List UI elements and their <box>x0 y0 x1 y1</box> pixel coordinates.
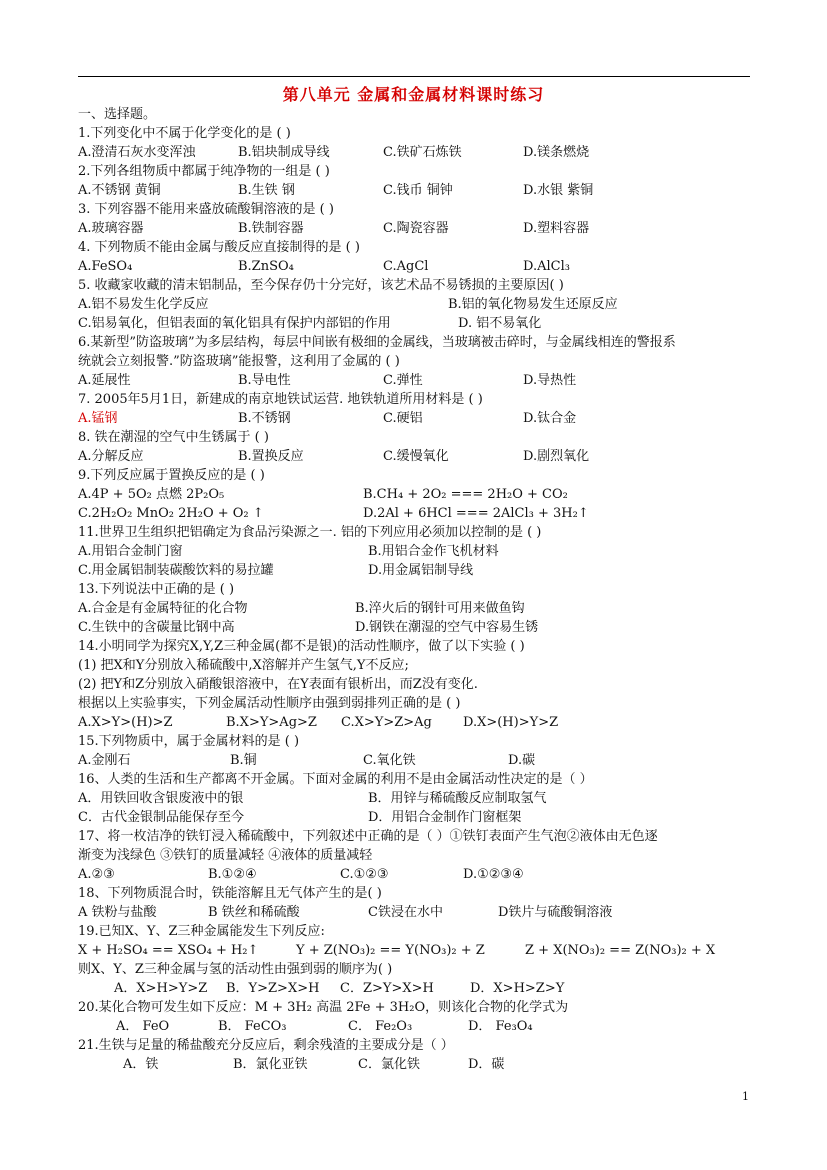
option-a: A．铁 <box>123 1057 159 1072</box>
option-a: A．X>H>Y>Z <box>114 981 208 996</box>
option-row <box>78 257 758 276</box>
question-text: 1.下列变化中不属于化学变化的是 ( ) <box>78 126 291 141</box>
option-d: D． Fe₃O₄ <box>468 1019 533 1034</box>
option-1: D.钢铁在潮湿的空气中容易生锈 <box>355 620 539 635</box>
question-text: 4. 下列物质不能由金属与酸反应直接制得的是 ( ) <box>78 240 360 255</box>
question-text: 14.小明同学为探究X,Y,Z三种金属(都不是银)的活动性顺序，做了以下实验 ( ) <box>78 639 525 654</box>
option-1: D.用金属铝制导线 <box>368 563 474 578</box>
option-row <box>78 941 758 960</box>
top-rule <box>78 76 750 77</box>
option-d: D.①②③④ <box>463 867 524 882</box>
question-text: 3. 下列容器不能用来盛放硫酸铜溶液的是 ( ) <box>78 202 334 217</box>
option-row <box>78 903 758 922</box>
option-b: B.X>Y>Ag>Z <box>226 715 317 730</box>
option-row <box>78 1017 758 1036</box>
option-0: C.铝易氧化，但铝表面的氧化铝具有保护内部铝的作用 <box>78 316 391 331</box>
option-c: C．氯化铁 <box>358 1057 420 1072</box>
option-c: Z + X(NO₃)₂ == Z(NO₃)₂ + X <box>525 943 716 958</box>
question-text: 21.生铁与足量的稀盐酸充分反应后，剩余残渣的主要成分是（ ） <box>78 1038 454 1053</box>
question-text: 19.已知X、Y、Z三种金属能发生下列反应: <box>78 924 325 939</box>
option-row <box>78 219 758 238</box>
option-row <box>78 504 758 523</box>
option-a: A.锰钢 <box>78 411 118 426</box>
option-c: C.陶瓷容器 <box>383 221 449 236</box>
question-text: 2.下列各组物质中都属于纯净物的一组是 ( ) <box>78 164 330 179</box>
option-c: C.①②③ <box>340 867 389 882</box>
question-text: 7. 2005年5月1日，新建成的南京地铁试运营. 地铁轨道所用材料是 ( ) <box>78 392 483 407</box>
option-b: B．Y>Z>X>H <box>226 981 320 996</box>
option-row <box>78 751 758 770</box>
option-d: D.剧烈氧化 <box>523 449 590 464</box>
option-b: B.导电性 <box>238 373 291 388</box>
option-1: D.2Al + 6HCl === 2AlCl₃ + 3H₂↑ <box>363 506 589 521</box>
option-d: D铁片与硫酸铜溶液 <box>498 905 613 920</box>
question-text: 5. 收藏家收藏的清末铝制品，至今保存仍十分完好，该艺术品不易锈损的主要原因( ) <box>78 278 564 293</box>
option-d: D．碳 <box>468 1057 505 1072</box>
option-c: C.钱币 铜钟 <box>383 183 453 198</box>
option-b: B.①②④ <box>208 867 257 882</box>
option-d: D.X>(H)>Y>Z <box>463 715 559 730</box>
option-0: A.4P + 5O₂ 点燃 2P₂O₅ <box>78 487 225 502</box>
option-c: C.铁矿石炼铁 <box>383 145 462 160</box>
option-b: B． FeCO₃ <box>218 1019 287 1034</box>
option-b: B.ZnSO₄ <box>238 259 294 274</box>
page-title: 第八单元 金属和金属材料课时练习 <box>282 85 545 104</box>
question-text: 渐变为浅绿色 ③铁钉的质量减轻 ④液体的质量减轻 <box>78 848 373 863</box>
option-d: D.水银 紫铜 <box>523 183 594 198</box>
option-row <box>78 865 758 884</box>
option-d: D.导热性 <box>523 373 577 388</box>
question-text: 统就会立刻报警.”防盗玻璃”能报警，这利用了金属的 ( ) <box>78 354 400 369</box>
option-row <box>78 618 758 637</box>
question-text: 16、人类的生活和生产都离不开金属。下面对金属的利用不是由金属活动性决定的是（ ） <box>78 772 593 787</box>
option-a: A.延展性 <box>78 373 131 388</box>
question-text: 13.下列说法中正确的是 ( ) <box>78 582 235 597</box>
question-text: 18、下列物质混合时，铁能溶解且无气体产生的是( ) <box>78 886 382 901</box>
option-0: A．用铁回收含银废液中的银 <box>78 791 244 806</box>
option-1: B.用铝合金作飞机材料 <box>368 544 499 559</box>
question-text: 8. 铁在潮湿的空气中生锈属于 ( ) <box>78 430 269 445</box>
option-a: X + H₂SO₄ == XSO₄ + H₂↑ <box>78 943 259 958</box>
option-c: C．Z>Y>X>H <box>340 981 434 996</box>
question-text: 15.下列物质中，属于金属材料的是 ( ) <box>78 734 300 749</box>
question-text: 根据以上实验事实，下列金属活动性顺序由强到弱排列正确的是 ( ) <box>78 696 461 711</box>
option-1: B.CH₄ + 2O₂ === 2H₂O + CO₂ <box>363 487 568 502</box>
option-b: B.铜 <box>230 753 257 768</box>
option-d: D.塑料容器 <box>523 221 590 236</box>
option-1: B.铝的氧化物易发生还原反应 <box>448 297 618 312</box>
option-row <box>78 599 758 618</box>
option-a: A.FeSO₄ <box>78 259 133 274</box>
option-0: C.生铁中的含碳量比钢中高 <box>78 620 235 635</box>
option-1: B.淬火后的钢针可用来做鱼钩 <box>355 601 525 616</box>
option-c: C.X>Y>Z>Ag <box>341 715 432 730</box>
option-1: D．用铝合金制作门窗框架 <box>368 810 522 825</box>
option-a: A.玻璃容器 <box>78 221 144 236</box>
option-b: B．氯化亚铁 <box>233 1057 308 1072</box>
option-row <box>78 447 758 466</box>
question-text: 则X、Y、Z三种金属与氢的活动性由强到弱的顺序为( ) <box>78 962 393 977</box>
option-c: C铁浸在水中 <box>368 905 443 920</box>
option-a: A.分解反应 <box>78 449 144 464</box>
option-a: A.不锈钢 黄铜 <box>78 183 161 198</box>
option-0: A.合金是有金属特征的化合物 <box>78 601 248 616</box>
option-row <box>78 561 758 580</box>
option-a: A.②③ <box>78 867 115 882</box>
option-b: Y + Z(NO₃)₂ == Y(NO₃)₂ + Z <box>296 943 485 958</box>
section-heading: 一、选择题。 <box>78 107 157 122</box>
option-row <box>78 542 758 561</box>
question-text: 11.世界卫生组织把铝确定为食品污染源之一. 铝的下列应用必须加以控制的是 ( ) <box>78 525 542 540</box>
option-row <box>78 409 758 428</box>
option-0: A.用铝合金制门窗 <box>78 544 183 559</box>
question-text: 17、将一枚洁净的铁钉浸入稀硫酸中，下列叙述中正确的是（ ）①铁钉表面产生气泡②液体由无色逐 <box>78 829 658 844</box>
option-a: A． FeO <box>116 1019 170 1034</box>
option-0: C.用金属铝制装碳酸饮料的易拉罐 <box>78 563 274 578</box>
option-d: D.碳 <box>508 753 536 768</box>
option-c: C.弹性 <box>383 373 423 388</box>
option-d: D.钛合金 <box>523 411 577 426</box>
option-b: B.铝块制成导线 <box>238 145 330 160</box>
option-row <box>78 789 758 808</box>
option-c: C.AgCl <box>383 259 429 274</box>
option-row <box>78 295 758 314</box>
question-text: 6.某新型”防盗玻璃”为多层结构，每层中间嵌有极细的金属线，当玻璃被击碎时，与金属线相连的警报系 <box>78 335 676 350</box>
option-row <box>78 371 758 390</box>
option-0: C.2H₂O₂ MnO₂ 2H₂O + O₂ ↑ <box>78 506 264 521</box>
option-c: C.缓慢氧化 <box>383 449 449 464</box>
option-a: A 铁粉与盐酸 <box>78 905 157 920</box>
option-b: B 铁丝和稀硫酸 <box>208 905 300 920</box>
page-number: 1 <box>742 1090 749 1103</box>
option-c: C.氧化铁 <box>363 753 416 768</box>
option-0: C．古代金银制品能保存至今 <box>78 810 244 825</box>
option-b: B.不锈钢 <box>238 411 291 426</box>
option-a: A.金刚石 <box>78 753 131 768</box>
option-d: D．X>H>Z>Y <box>470 981 565 996</box>
option-row <box>78 181 758 200</box>
option-row <box>78 314 758 333</box>
option-row <box>78 1055 758 1074</box>
option-d: D.镁条燃烧 <box>523 145 590 160</box>
option-1: D. 铝不易氧化 <box>458 316 542 331</box>
option-c: C.硬铝 <box>383 411 423 426</box>
option-c: C． Fe₂O₃ <box>348 1019 413 1034</box>
option-b: B.生铁 钢 <box>238 183 295 198</box>
option-row <box>78 143 758 162</box>
option-1: B．用锌与稀硫酸反应制取氢气 <box>368 791 547 806</box>
option-row <box>78 485 758 504</box>
option-row <box>78 979 758 998</box>
option-b: B.铁制容器 <box>238 221 304 236</box>
option-row <box>78 713 758 732</box>
question-text: 9.下列反应属于置换反应的是 ( ) <box>78 468 265 483</box>
option-row <box>78 808 758 827</box>
question-text: 20.某化合物可发生如下反应：M + 3H₂ 高温 2Fe + 3H₂O，则该化合物的化学式为 <box>78 1000 569 1015</box>
option-a: A.X>Y>(H)>Z <box>78 715 173 730</box>
option-b: B.置换反应 <box>238 449 304 464</box>
question-list <box>78 105 758 1074</box>
question-text: (1) 把X和Y分别放入稀硫酸中,X溶解并产生氢气,Y不反应; <box>78 658 409 673</box>
option-a: A.澄清石灰水变浑浊 <box>78 145 196 160</box>
option-d: D.AlCl₃ <box>523 259 570 274</box>
question-text: (2) 把Y和Z分别放入硝酸银溶液中，在Y表面有银析出，而Z没有变化. <box>78 677 478 692</box>
option-0: A.铝不易发生化学反应 <box>78 297 209 312</box>
